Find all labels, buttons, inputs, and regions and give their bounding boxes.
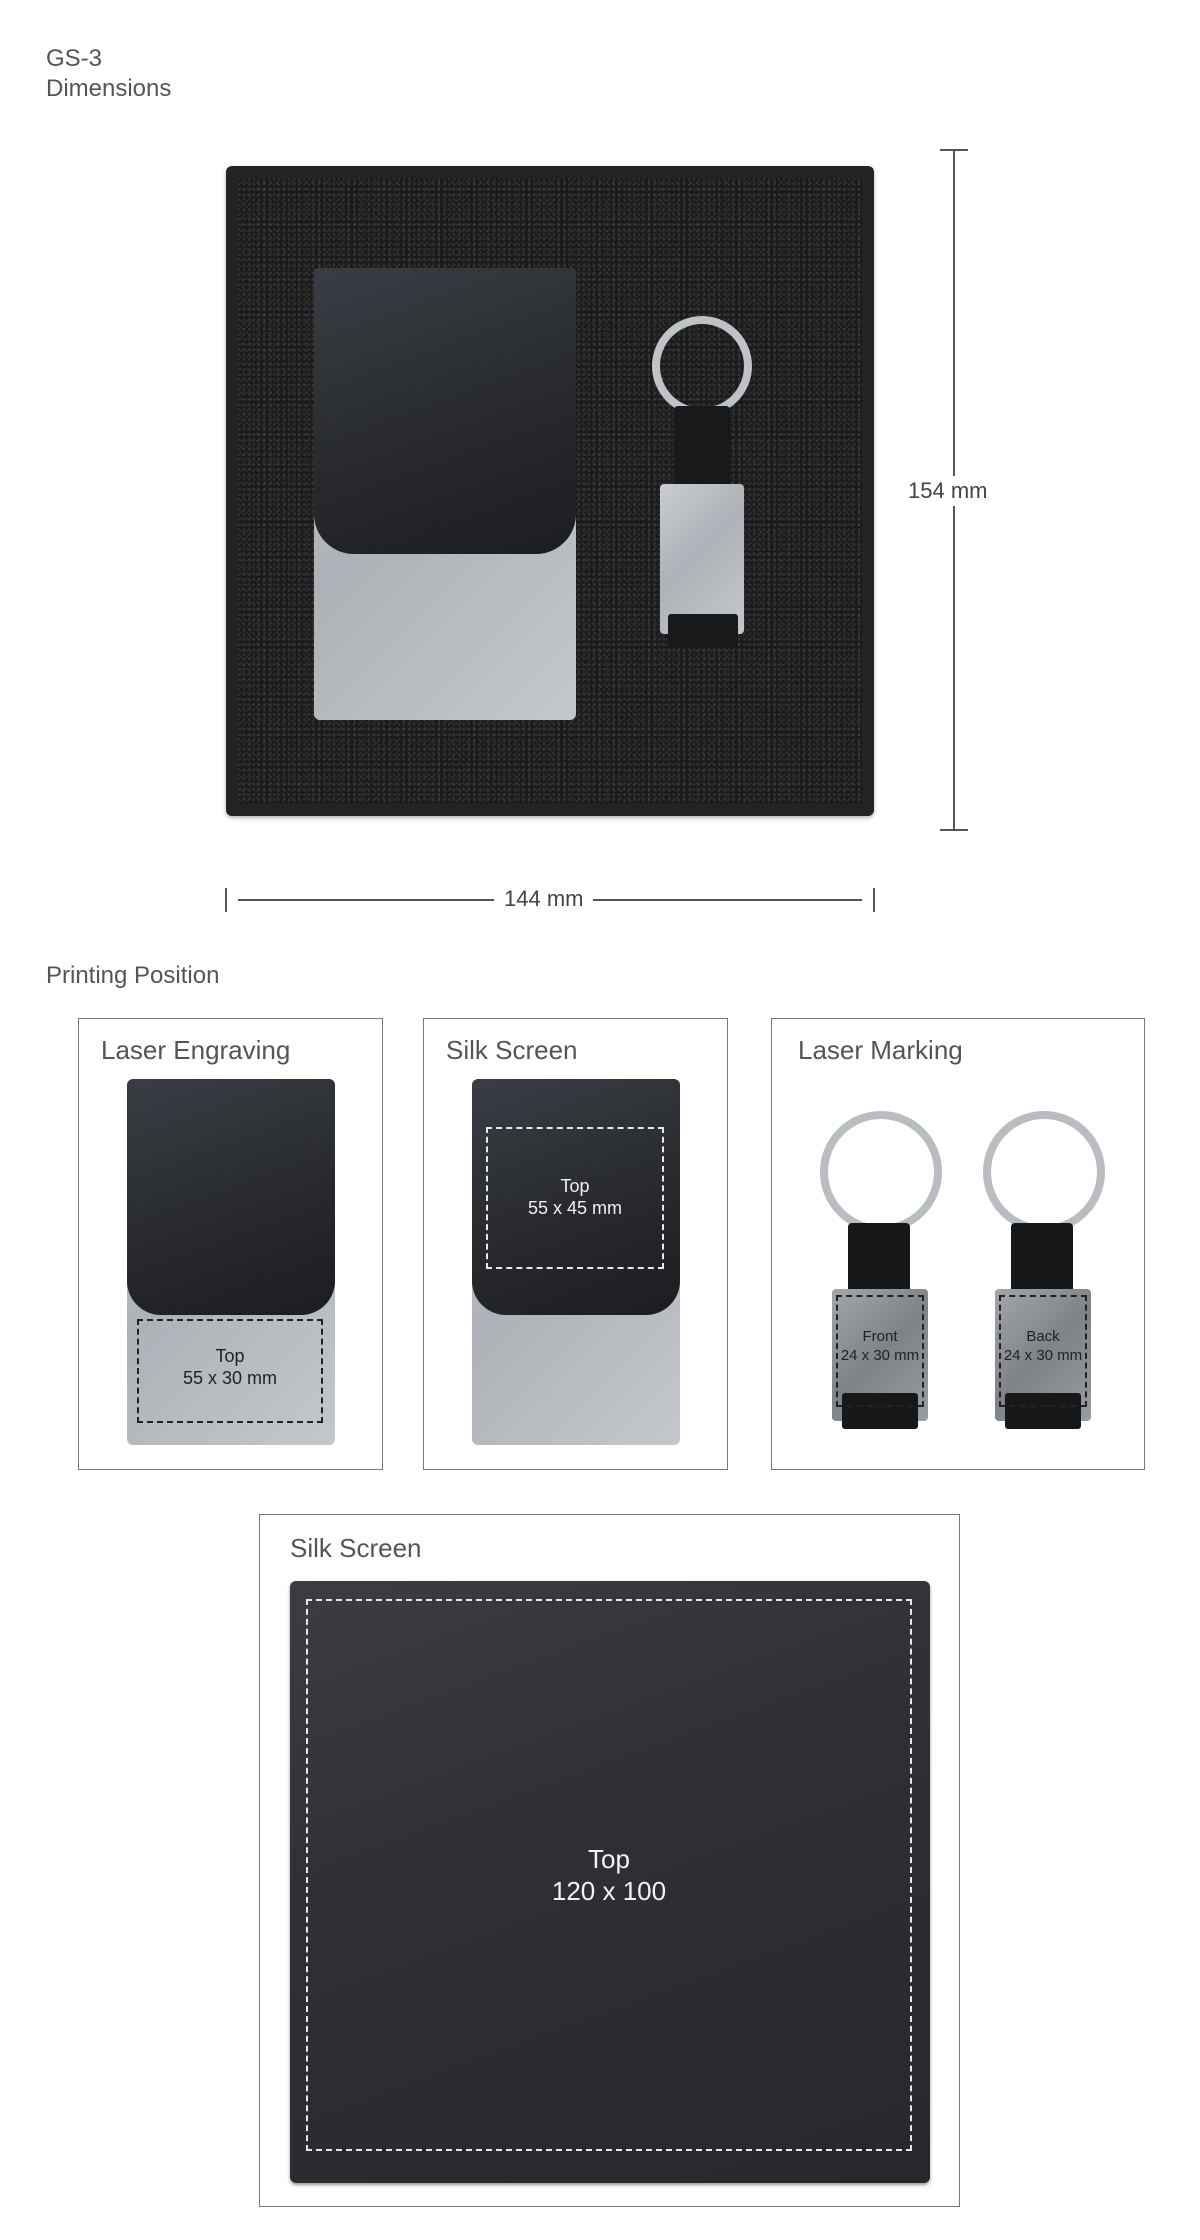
- print-area-size: 24 x 30 mm: [840, 1347, 920, 1364]
- print-area-name: Top: [588, 1844, 630, 1874]
- panel-title: Silk Screen: [446, 1035, 578, 1065]
- gift-box-photo: [226, 166, 874, 816]
- print-area-name: Front: [862, 1328, 898, 1345]
- height-dimension-label: 154 mm: [906, 476, 989, 506]
- print-area-name: Back: [1026, 1328, 1060, 1345]
- width-tick-right: [873, 888, 875, 912]
- panel-title: Laser Marking: [798, 1035, 963, 1065]
- panel-silk-screen-card: [423, 1018, 728, 1470]
- card-holder-icon: [472, 1079, 680, 1445]
- print-area-size: 55 x 45 mm: [527, 1198, 623, 1218]
- panel-title: Silk Screen: [290, 1533, 422, 1563]
- print-area-size: 24 x 30 mm: [1003, 1347, 1083, 1364]
- panel-laser-engraving: [78, 1018, 383, 1470]
- panel-title: Laser Engraving: [101, 1035, 291, 1065]
- keyring-icon: [646, 316, 766, 696]
- height-tick-top: [940, 149, 968, 151]
- panel-silk-screen-box: [259, 1514, 960, 2207]
- panel-laser-marking: [771, 1018, 1145, 1470]
- height-tick-bottom: [940, 829, 968, 831]
- card-holder-icon: [314, 268, 576, 720]
- width-dimension-label: 144 mm: [494, 886, 593, 912]
- model-title: GS-3: [46, 45, 103, 72]
- print-area-size: 120 x 100: [551, 1876, 667, 1906]
- card-holder-icon: [127, 1079, 335, 1445]
- print-area-name: Top: [215, 1346, 245, 1366]
- keyring-icon: [814, 1111, 946, 1431]
- gift-box-icon: [290, 1581, 930, 2183]
- print-area-size: 55 x 30 mm: [182, 1368, 278, 1388]
- print-area-name: Top: [560, 1176, 590, 1196]
- width-tick-left: [225, 888, 227, 912]
- dimensions-heading: Dimensions: [46, 75, 172, 102]
- keyring-icon: [977, 1111, 1109, 1431]
- printing-position-heading: Printing Position: [46, 962, 220, 989]
